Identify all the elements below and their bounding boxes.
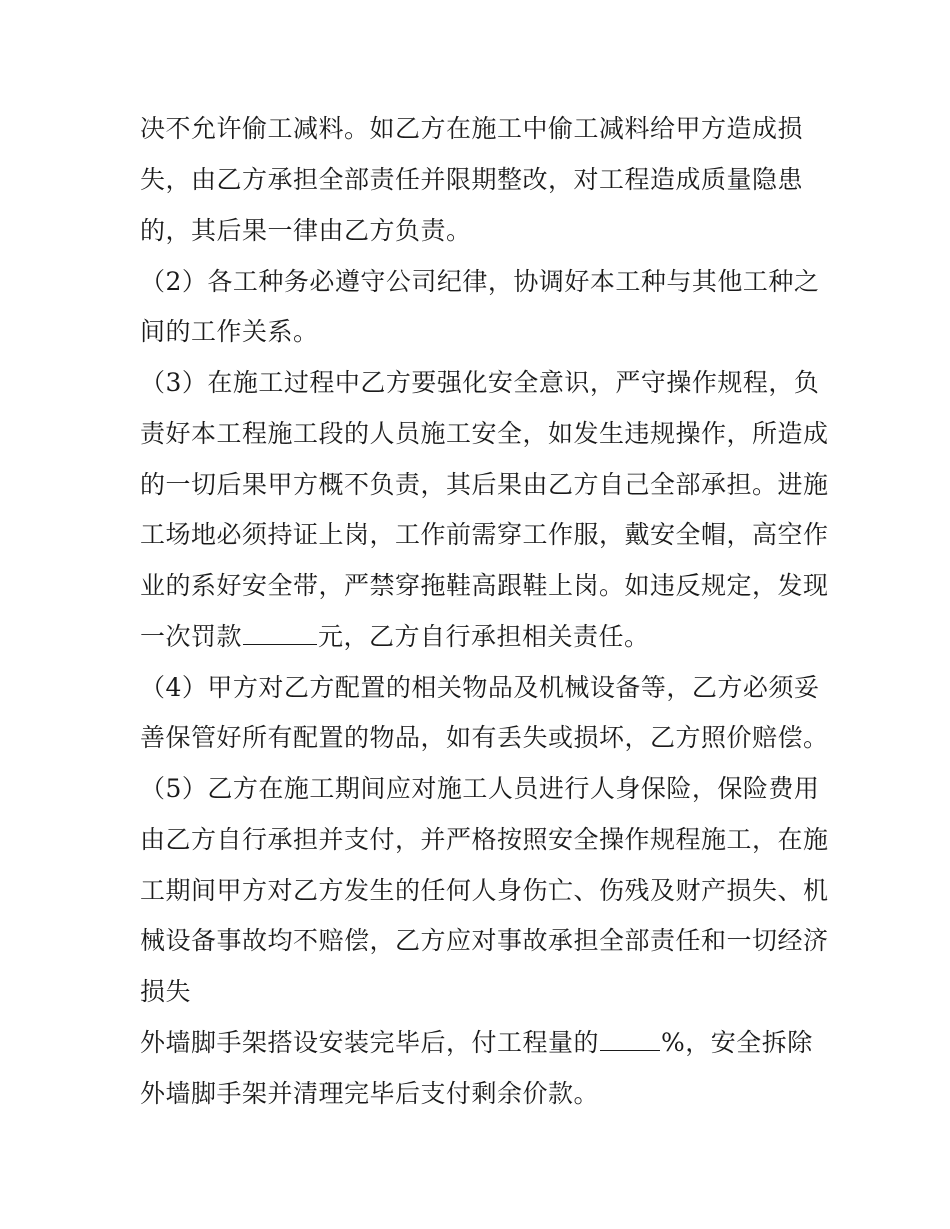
text-line: 工期间甲方对乙方发生的任何人身伤亡、伤残及财产损失、机 (140, 876, 829, 905)
text-line: 外墙脚手架并清理完毕后支付剩余价款。 (140, 1079, 600, 1108)
text-line: （2）各工种务必遵守公司纪律，协调好本工种与其他工种之 (140, 267, 820, 296)
text-line: （3）在施工过程中乙方要强化安全意识，严守操作规程，负 (140, 368, 820, 397)
fill-in-blank (243, 622, 317, 645)
fill-in-blank (600, 1028, 660, 1051)
text-line-with-blank (140, 621, 650, 653)
text-line: 的一切后果甲方概不负责，其后果由乙方自己全部承担。进施 (140, 470, 829, 499)
text-segment: 一次罚款 (140, 622, 243, 651)
text-segment: %，安全拆除 (661, 1028, 813, 1057)
text-line: （4）甲方对乙方配置的相关物品及机械设备等，乙方必须妥 (140, 673, 820, 702)
text-line-with-blank (140, 1027, 813, 1059)
text-line: 善保管好所有配置的物品，如有丢失或损坏，乙方照价赔偿。 (140, 723, 829, 752)
text-line: 由乙方自行承担并支付，并严格按照安全操作规程施工，在施 (140, 825, 829, 854)
text-segment: 元，乙方自行承担相关责任。 (318, 622, 650, 651)
text-segment: 外墙脚手架搭设安装完毕后，付工程量的 (140, 1028, 600, 1057)
text-line: （5）乙方在施工期间应对施工人员进行人身保险，保险费用 (140, 774, 820, 803)
text-line: 损失 (140, 977, 192, 1006)
text-line: 决不允许偷工减料。如乙方在施工中偷工减料给甲方造成损 (140, 114, 804, 143)
text-line: 责好本工程施工段的人员施工安全，如发生违规操作，所造成 (140, 419, 829, 448)
text-line: 失，由乙方承担全部责任并限期整改，对工程造成质量隐患 (140, 165, 804, 194)
text-line: 业的系好安全带，严禁穿拖鞋高跟鞋上岗。如违反规定，发现 (140, 571, 829, 600)
text-line: 间的工作关系。 (140, 317, 319, 346)
text-line: 械设备事故均不赔偿，乙方应对事故承担全部责任和一切经济 (140, 926, 829, 955)
text-line: 的，其后果一律由乙方负责。 (140, 216, 472, 245)
text-line: 工场地必须持证上岗，工作前需穿工作服，戴安全帽，高空作 (140, 520, 829, 549)
